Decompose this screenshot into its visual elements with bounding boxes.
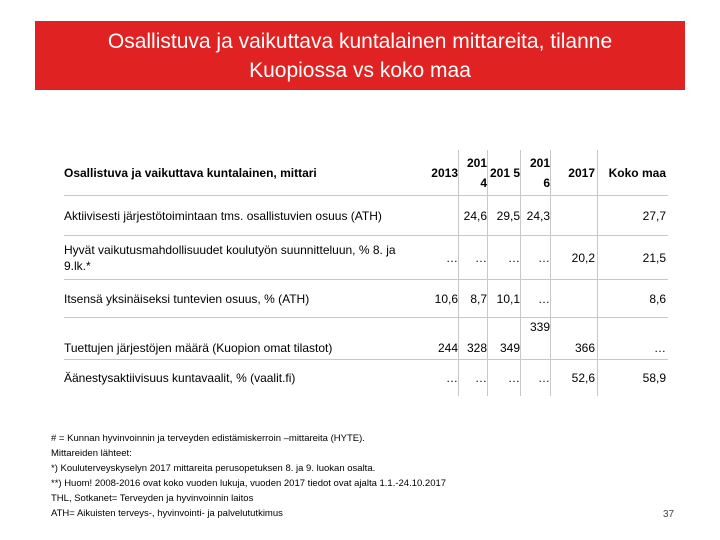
cell-2015: … — [508, 250, 520, 265]
cell-2014: … — [475, 371, 487, 385]
footnote-line: Mittareiden lähteet: — [51, 448, 132, 459]
table-row — [64, 318, 668, 360]
footnote-line: *) Kouluterveyskyselyn 2017 mittareita perusopetuksen 8. ja 9. luokan osalta. — [51, 463, 376, 474]
column-divider — [520, 150, 521, 396]
footnote-line: # = Kunnan hyvinvoinnin ja terveyden edistämiskerroin –mittareita (HYTE). — [51, 433, 365, 444]
cell-2014: 8,7 — [470, 291, 487, 306]
cell-2013: 244 — [437, 341, 458, 355]
cell-2013: … — [446, 371, 458, 385]
slide-title — [35, 21, 685, 90]
header-2014: 201 4 — [466, 155, 487, 190]
header-2017: 2017 — [568, 165, 595, 180]
cell-2017: 52,6 — [571, 371, 595, 385]
cell-koko-maa: 21,5 — [642, 250, 666, 265]
page-number: 37 — [663, 509, 675, 520]
cell-2015: … — [508, 371, 520, 385]
row-label: Aktiivisesti järjestötoimintaan tms. osallistuvien osuus (ATH) — [64, 208, 382, 223]
cell-2016: 24,3 — [526, 208, 550, 223]
table-row — [64, 360, 668, 396]
cell-koko-maa: 27,7 — [642, 208, 666, 223]
cell-2015: 10,1 — [496, 291, 520, 306]
header-2016: 201 6 — [529, 155, 550, 190]
column-divider — [550, 150, 551, 396]
table-row — [64, 280, 668, 318]
cell-2014: 24,6 — [463, 208, 487, 223]
cell-2017: 366 — [574, 341, 595, 355]
cell-2015: 349 — [499, 341, 520, 355]
table-row — [64, 236, 668, 280]
cell-2017 — [551, 280, 595, 317]
cell-2016: … — [538, 250, 550, 265]
footnote-line: ATH= Aikuisten terveys-, hyvinvointi- ja palvelututkimus — [51, 508, 283, 519]
cell-2016: … — [538, 291, 550, 306]
column-divider — [458, 150, 459, 396]
cell-2017: 20,2 — [571, 250, 595, 265]
cell-2017 — [551, 196, 595, 235]
header-2013: 2013 — [431, 165, 458, 180]
cell-koko-maa: 8,6 — [649, 291, 666, 306]
cell-2016: 339 — [529, 320, 550, 334]
title-line-1: Osallistuva ja vaikuttava kuntalainen mittareita, tilanne — [107, 30, 613, 53]
title-line-2: Kuopiossa vs koko maa — [249, 59, 471, 82]
header-label: Osallistuva ja vaikuttava kuntalainen, mittari — [64, 165, 317, 180]
cell-2015: 29,5 — [496, 208, 520, 223]
header-2015: 201 5 — [489, 165, 520, 180]
footnote-line: THL, Sotkanet= Terveyden ja hyvinvoinnin laitos — [51, 493, 254, 504]
table-row — [64, 196, 668, 236]
column-divider — [487, 150, 488, 396]
table-header-row — [64, 150, 668, 196]
cell-2016: … — [538, 371, 550, 385]
cell-2013: … — [446, 250, 458, 265]
row-label: Tuettujen järjestöjen määrä (Kuopion omat tilastot) — [64, 341, 333, 355]
cell-2014: … — [475, 250, 487, 265]
row-label: Äänestysaktiivisuus kuntavaalit, % (vaalit.fi) — [64, 371, 296, 385]
cell-2013: 10,6 — [434, 291, 458, 306]
row-label: Hyvät vaikutusmahdollisuudet koulutyön suunnitteluun, % 8. ja 9.lk.* — [64, 242, 396, 273]
footnote-line: **) Huom! 2008-2016 ovat koko vuoden lukuja, vuoden 2017 tiedot ovat ajalta 1.1.-24.10.2017 — [51, 478, 447, 489]
footnotes — [51, 431, 446, 521]
row-label: Itsensä yksinäiseksi tuntevien osuus, % (ATH) — [64, 291, 310, 306]
cell-koko-maa: … — [654, 341, 666, 355]
cell-2013 — [416, 196, 458, 235]
cell-2014: 328 — [466, 341, 487, 355]
column-divider — [597, 150, 598, 396]
cell-koko-maa: 58,9 — [642, 371, 666, 385]
header-koko-maa: Koko maa — [608, 165, 666, 180]
